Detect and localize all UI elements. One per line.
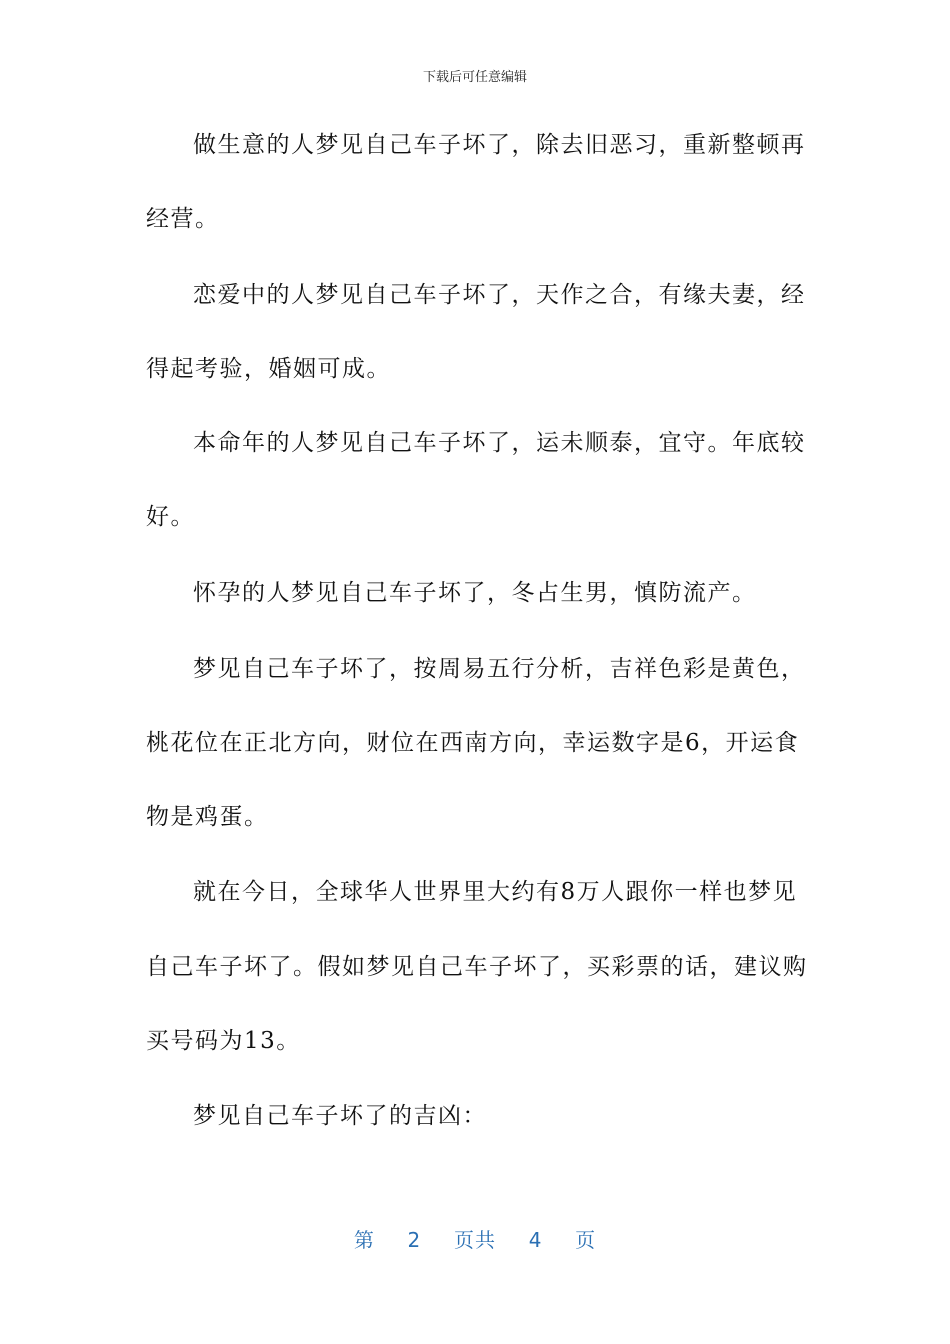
paragraph-line: 梦见自己车子坏了，按周易五行分析，吉祥色彩是黄色， [193, 656, 806, 682]
paragraph-line: 恋爱中的人梦见自己车子坏了，天作之合，有缘夫妻，经 [193, 282, 806, 308]
paragraph-line: 得起考验，婚姻可成。 [146, 356, 391, 382]
paragraph-line: 桃花位在正北方向，财位在西南方向，幸运数字是6，开运食 [146, 730, 800, 756]
footer-page-number: 2 [407, 1228, 422, 1252]
paragraph-line: 物是鸡蛋。 [146, 804, 269, 830]
paragraph-line: 做生意的人梦见自己车子坏了，除去旧恶习，重新整顿再 [193, 132, 806, 158]
paragraph-line: 怀孕的人梦见自己车子坏了，冬占生男，慎防流产。 [193, 580, 757, 606]
page-header: 下载后可任意编辑 [422, 70, 527, 85]
footer-suffix: 页 [575, 1228, 597, 1252]
page-footer [0, 1224, 950, 1253]
paragraph-line: 买号码为13。 [146, 1028, 301, 1054]
paragraph-line: 自己车子坏了。假如梦见自己车子坏了，买彩票的话，建议购 [146, 954, 808, 980]
paragraph-line: 好。 [146, 504, 195, 530]
footer-middle: 页共 [454, 1228, 496, 1252]
paragraph-line: 本命年的人梦见自己车子坏了，运未顺泰，宜守。年底较 [193, 430, 806, 456]
paragraph-line: 就在今日，全球华人世界里大约有8万人跟你一样也梦见 [193, 879, 798, 905]
footer-total-pages: 4 [528, 1228, 543, 1252]
paragraph-line: 经营。 [146, 206, 220, 232]
footer-prefix: 第 [353, 1228, 375, 1252]
paragraph-line: 梦见自己车子坏了的吉凶： [193, 1103, 487, 1129]
